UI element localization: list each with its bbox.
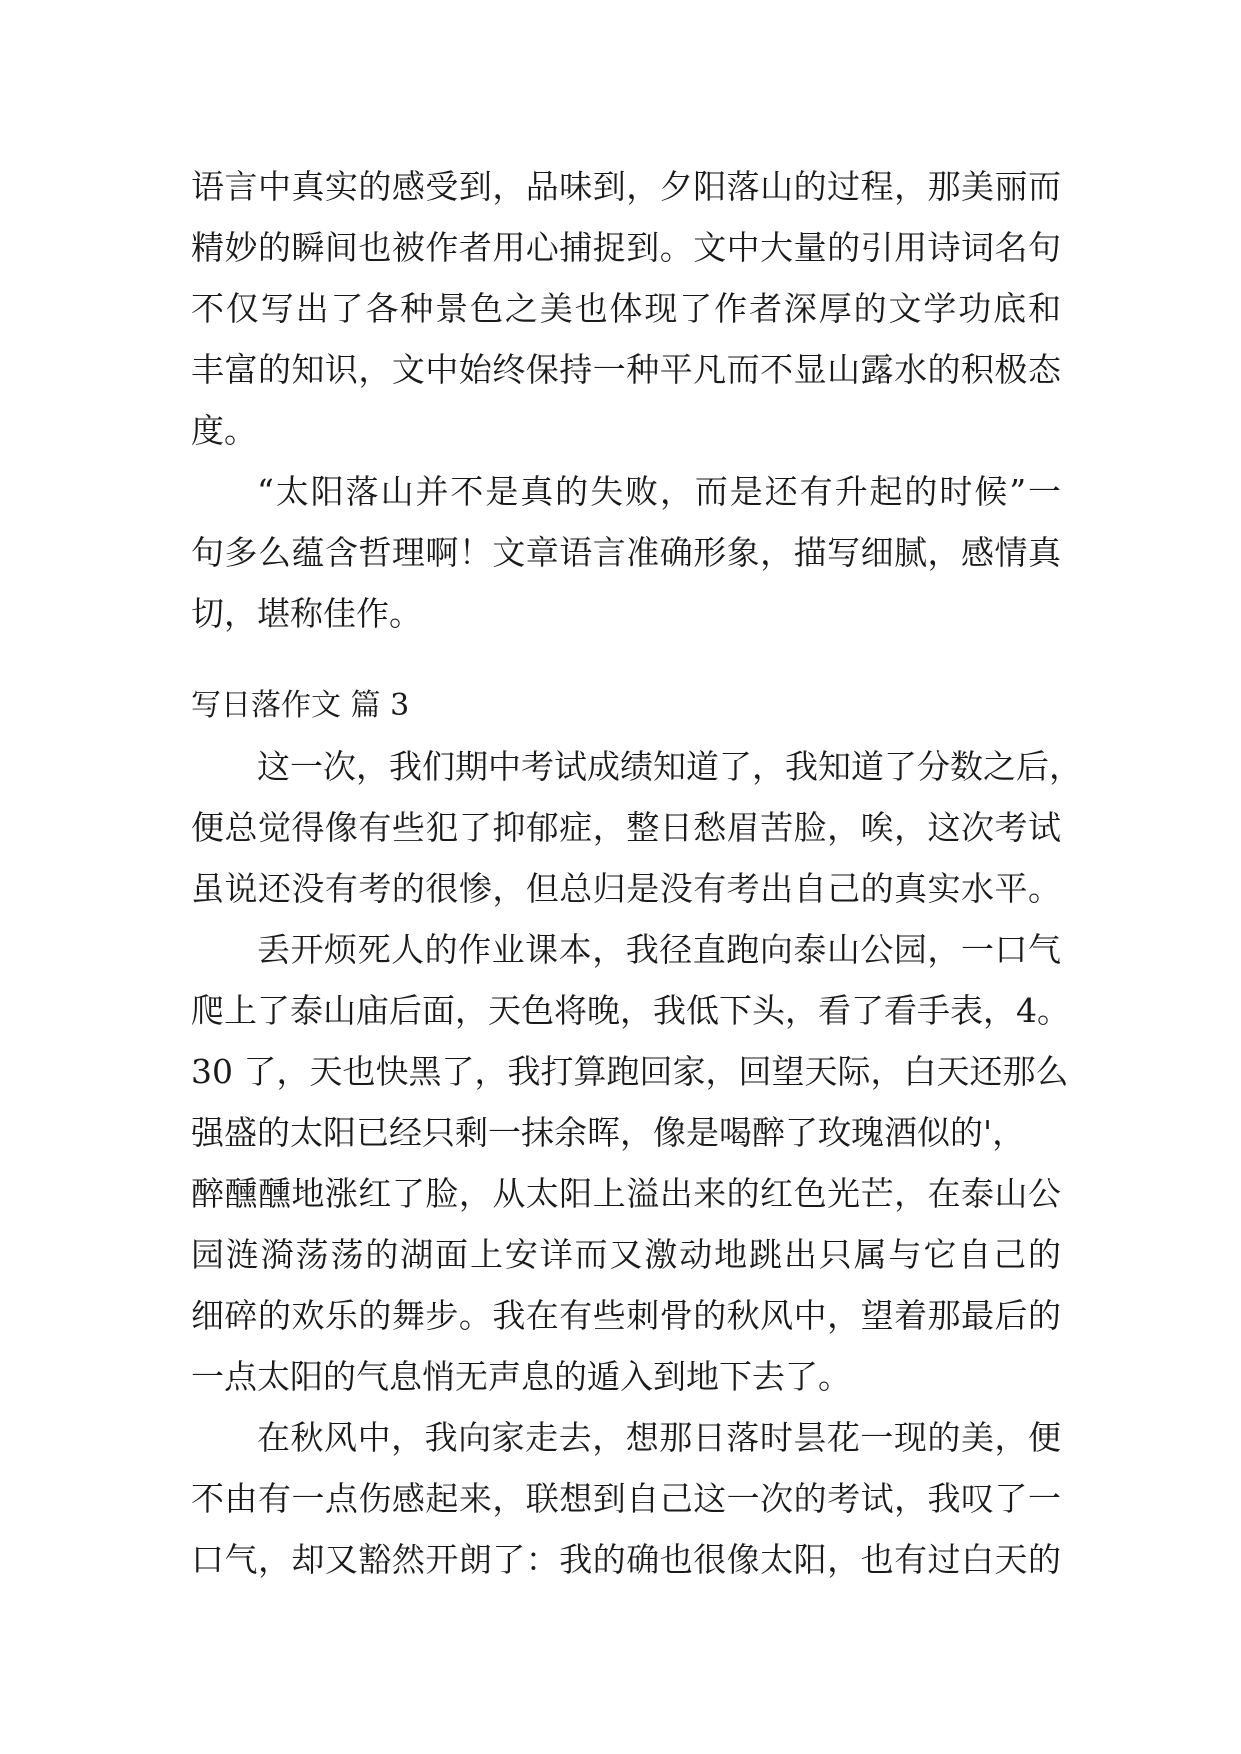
text-line: 精妙的瞬间也被作者用心捕捉到。文中大量的引用诗词名句 xyxy=(191,228,1061,267)
text-line: 园涟漪荡荡的湖面上安详而又激动地跳出只属与它自己的 xyxy=(191,1235,1061,1274)
text-line: “太阳落山并不是真的失败，而是还有升起的时候”一 xyxy=(257,472,1061,511)
paragraph-review-2 xyxy=(191,461,1061,644)
text-line: 口气，却又豁然开朗了：我的确也很像太阳，也有过白天的 xyxy=(191,1540,1061,1579)
text-line: 切，堪称佳作。 xyxy=(191,594,422,633)
text-line: 度。 xyxy=(191,411,257,450)
paragraph-essay-3 xyxy=(191,1407,1061,1590)
text-line: 丢开烦死人的作业课本，我径直跑向泰山公园，一口气 xyxy=(257,930,1061,969)
paragraph-essay-2 xyxy=(191,919,1070,1407)
text-line: 爬上了泰山庙后面，天色将晚，我低下头，看了看手表，4。 xyxy=(191,991,1070,1030)
text-line: 不由有一点伤感起来，联想到自己这一次的考试，我叹了一 xyxy=(191,1479,1061,1518)
text-line: 强盛的太阳已经只剩一抹余晖，像是喝醉了玫瑰酒似的'， xyxy=(191,1113,1026,1152)
text-line: 虽说还没有考的很惨，但总归是没有考出自己的真实水平。 xyxy=(191,869,1061,908)
text-line: 醉醺醺地涨红了脸，从太阳上溢出来的红色光芒，在泰山公 xyxy=(191,1174,1061,1213)
section-heading: 写日落作文 篇 3 xyxy=(191,688,410,723)
text-line: 在秋风中，我向家走去，想那日落时昙花一现的美，便 xyxy=(257,1418,1061,1457)
text-line: 语言中真实的感受到，品味到，夕阳落山的过程，那美丽而 xyxy=(191,167,1061,206)
text-line: 这一次，我们期中考试成绩知道了，我知道了分数之后， xyxy=(257,747,1082,786)
text-line: 句多么蕴含哲理啊！文章语言准确形象，描写细腻，感情真 xyxy=(191,533,1061,572)
text-line: 便总觉得像有些犯了抑郁症，整日愁眉苦脸，唉，这次考试 xyxy=(191,808,1061,847)
text-line: 不仅写出了各种景色之美也体现了作者深厚的文学功底和 xyxy=(191,289,1061,328)
text-line: 一点太阳的气息悄无声息的遁入到地下去了。 xyxy=(191,1357,851,1396)
text-line: 细碎的欢乐的舞步。我在有些刺骨的秋风中，望着那最后的 xyxy=(191,1296,1061,1335)
text-line: 丰富的知识，文中始终保持一种平凡而不显山露水的积极态 xyxy=(191,350,1061,389)
text-line: 30 了，天也快黑了，我打算跑回家，回望天际，白天还那么 xyxy=(191,1052,1069,1091)
paragraph-review-1 xyxy=(191,156,1061,461)
paragraph-essay-1 xyxy=(191,736,1082,919)
